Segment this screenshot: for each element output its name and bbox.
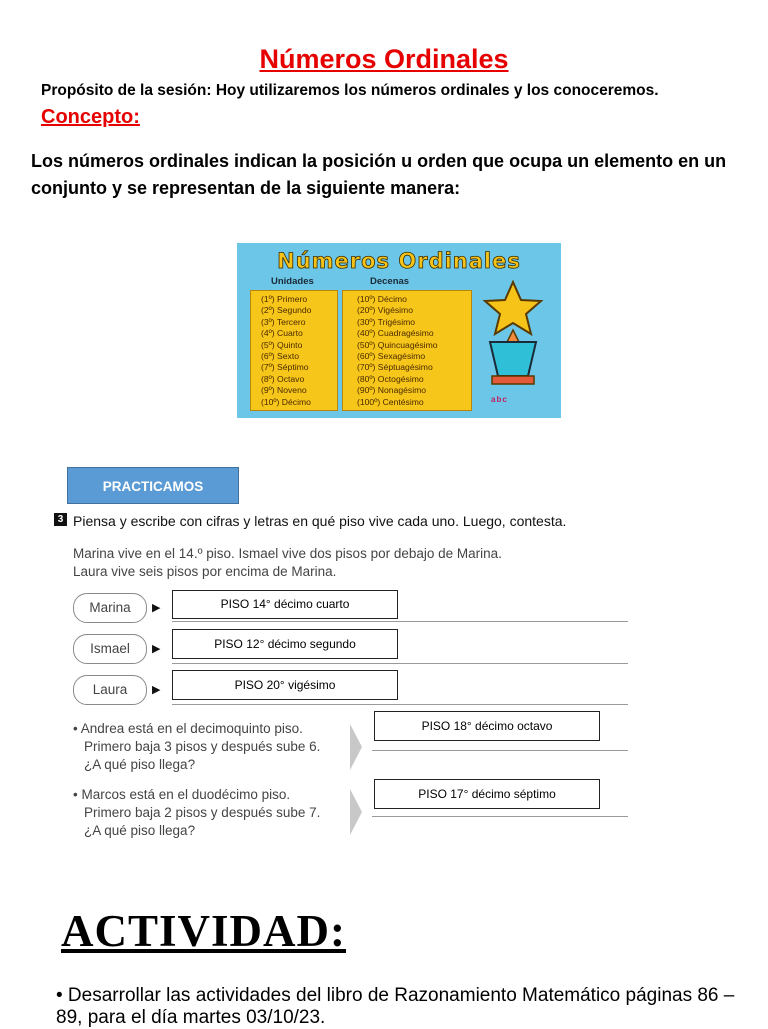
activity-heading: ACTIVIDAD: [61, 906, 347, 956]
tens-box [342, 290, 472, 411]
infographic-title: Números Ordinales [277, 249, 521, 273]
page-title: Números Ordinales [259, 44, 509, 74]
tens-row: (70º) Séptuagésimo [357, 362, 433, 373]
context-line: Marina vive en el 14.º piso. Ismael vive dos pisos por debajo de Marina. [73, 546, 502, 561]
question-line: ¿A qué piso llega? [84, 757, 196, 772]
tens-row: (40º) Cuadragésimo [357, 328, 434, 339]
question-marcos [73, 786, 343, 840]
answer-line [172, 663, 628, 664]
chevron-right-icon [348, 787, 364, 837]
tens-row: (10º) Décimo [357, 294, 407, 304]
tens-row: (100º) Centésimo [357, 396, 424, 407]
tens-row: (20º) Vigésimo [357, 305, 413, 316]
definition-text: Los números ordinales indican la posición u orden que ocupa un elemento en un conjunto y se representan de la siguiente manera: [31, 151, 727, 198]
units-row: (5º) Quinto [261, 339, 303, 350]
person-name-ismael: Ismael [73, 634, 147, 664]
answer-field-andrea[interactable]: PISO 18° décimo octavo [374, 711, 600, 741]
question-line: • Marcos está en el duodécimo piso. [73, 787, 291, 802]
units-row: (1º) Primero [261, 294, 308, 304]
concept-heading: Concepto: [41, 106, 140, 128]
practicamos-button[interactable]: PRACTICAMOS [67, 467, 239, 504]
person-name-laura: Laura [73, 675, 147, 705]
chevron-right-icon [348, 722, 364, 772]
exercise-number: 3 [54, 513, 67, 526]
brand-mark: abc [491, 395, 508, 404]
ordinal-numbers-infographic [237, 243, 561, 418]
units-row: (10º) Décimo [261, 396, 311, 407]
units-row: (8º) Octavo [261, 373, 305, 384]
units-box [250, 290, 338, 411]
tens-row: (30º) Trigésimo [357, 316, 416, 327]
units-row: (7º) Séptimo [261, 362, 309, 373]
units-row: (3º) Tercero [261, 316, 306, 327]
tens-row: (50º) Quincuagésimo [357, 339, 438, 350]
activity-instruction: • Desarrollar las actividades del libro de Razonamiento Matemático páginas 86 – 89, para el día martes 03/10/23. [56, 985, 735, 1028]
answer-field-marina[interactable]: PISO 14° décimo cuarto [172, 590, 398, 619]
answer-field-laura[interactable]: PISO 20° vigésimo [172, 670, 398, 700]
tens-header: Decenas [370, 276, 410, 287]
answer-field-marcos[interactable]: PISO 17° décimo séptimo [374, 779, 600, 809]
exercise-instruction: Piensa y escribe con cifras y letras en qué piso vive cada uno. Luego, contesta. [73, 513, 567, 529]
units-row: (4º) Cuarto [261, 328, 303, 339]
question-andrea [73, 720, 343, 774]
question-line: ¿A qué piso llega? [84, 823, 196, 838]
arrow-right-icon: ▶ [152, 602, 161, 614]
answer-line [172, 621, 628, 622]
answer-line [372, 816, 628, 817]
answer-line [172, 704, 628, 705]
answer-field-ismael[interactable]: PISO 12° décimo segundo [172, 629, 398, 659]
context-line: Laura vive seis pisos por encima de Marina. [73, 564, 337, 579]
units-row: (6º) Sexto [261, 351, 300, 362]
units-header: Unidades [271, 276, 314, 287]
arrow-right-icon: ▶ [152, 643, 161, 655]
tens-row: (80º) Octogésimo [357, 373, 424, 384]
tens-row: (90º) Nonagésimo [357, 385, 427, 396]
question-line: Primero baja 2 pisos y después sube 7. [84, 805, 321, 820]
person-name-marina: Marina [73, 593, 147, 623]
arrow-right-icon: ▶ [152, 684, 161, 696]
units-row: (9º) Noveno [261, 385, 307, 396]
answer-line [372, 750, 628, 751]
trophy-icon [478, 280, 548, 392]
session-purpose: Propósito de la sesión: Hoy utilizaremos los números ordinales y los conoceremos. [41, 82, 659, 99]
question-line: • Andrea está en el decimoquinto piso. [73, 721, 303, 736]
exercise-context [73, 545, 543, 581]
tens-row: (60º) Sexagésimo [357, 351, 426, 362]
question-line: Primero baja 3 pisos y después sube 6. [84, 739, 321, 754]
units-row: (2º) Segundo [261, 305, 312, 316]
